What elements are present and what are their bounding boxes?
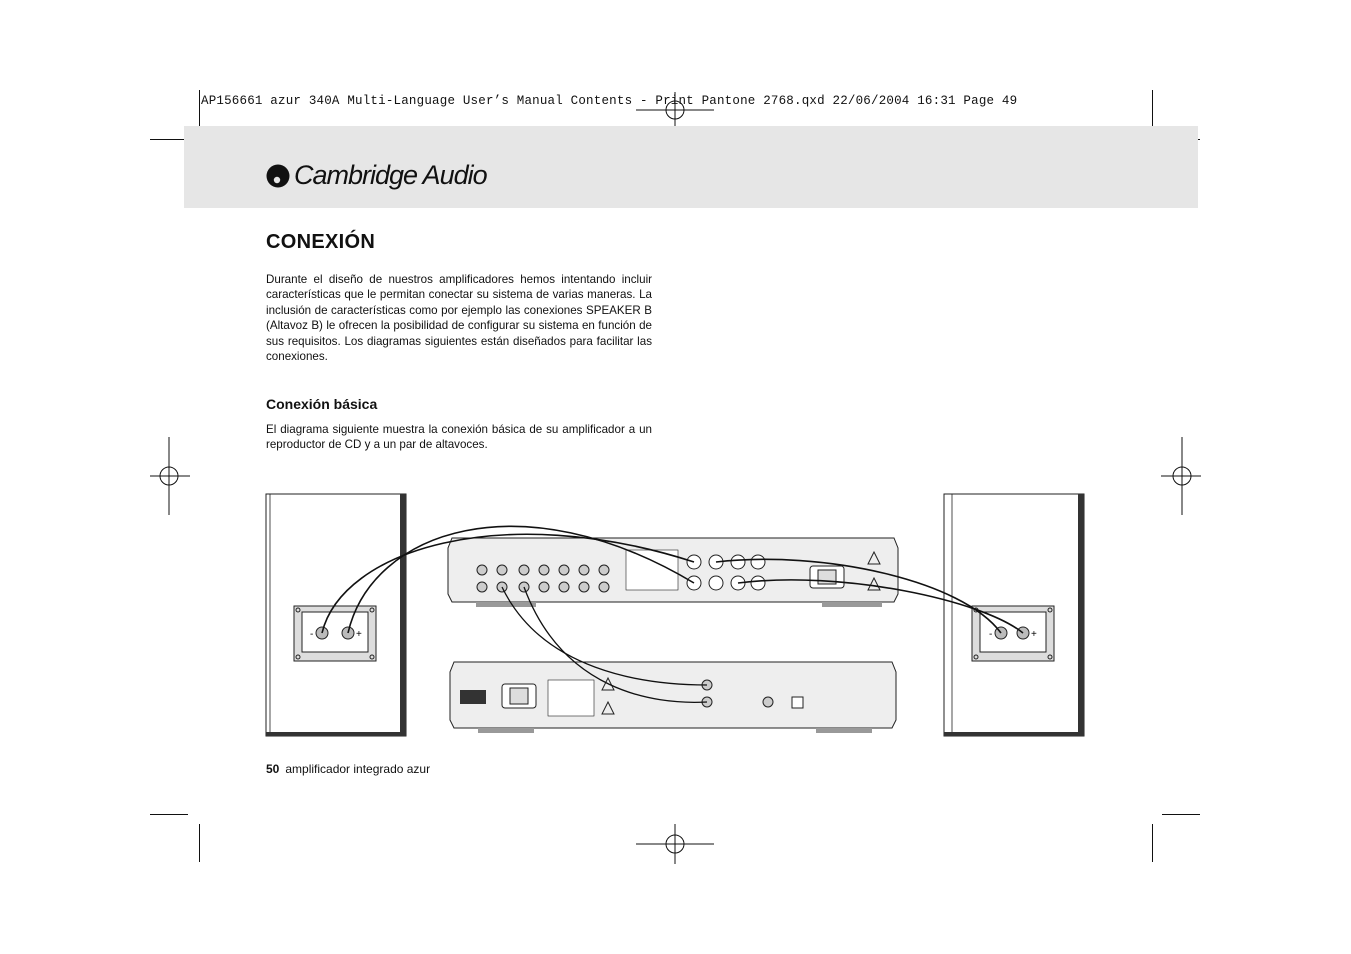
amplifier-rear-panel <box>448 538 898 607</box>
brand-logo-icon <box>266 164 290 188</box>
registration-mark-left <box>150 437 190 515</box>
brand-logo <box>266 160 487 191</box>
left-speaker <box>266 494 406 736</box>
crop-mark <box>1152 824 1153 862</box>
footer-label: amplificador integrado azur <box>285 762 431 776</box>
page-number: 50 <box>266 762 280 776</box>
intro-paragraph: Durante el diseño de nuestros amplificadores hemos intentando incluir características que le permitan conectar su sistema de varias maneras. La inclusión de características como por ejemplo las conexiones SPEAKER B (Altavoz B) le ofrecen la posibilidad de configurar su sistema en función de sus requisitos. Los diagramas siguientes están diseñados para facilitar las conexiones. <box>266 273 652 364</box>
crop-mark <box>1162 814 1200 815</box>
basic-connection-paragraph: El diagrama siguiente muestra la conexión básica de su amplificador a un reproductor de CD y a un par de altavoces. <box>266 423 652 452</box>
page-footer <box>266 762 430 776</box>
crop-mark <box>199 90 200 130</box>
crop-mark <box>150 814 188 815</box>
brand-logo-text: Cambridge Audio <box>294 160 487 190</box>
page-title: CONEXIÓN <box>266 231 376 253</box>
crop-mark <box>150 139 188 140</box>
cd-player-rear-panel <box>450 662 896 733</box>
registration-mark-right <box>1161 437 1201 515</box>
print-slug-line: AP156661 azur 340A Multi-Language User’s Manual Contents - Print Pantone 2768.qxd 22/06/2004 16:31 Page 49 <box>201 94 1018 108</box>
svg-text:-: - <box>310 629 314 640</box>
registration-mark-bottom <box>636 824 714 864</box>
svg-text:+: + <box>356 629 362 640</box>
right-speaker <box>944 494 1084 736</box>
connection-diagram <box>262 490 1088 740</box>
crop-mark <box>1152 90 1153 130</box>
svg-text:-: - <box>989 629 993 640</box>
crop-mark <box>199 824 200 862</box>
section-subtitle: Conexión básica <box>266 396 378 412</box>
svg-text:+: + <box>1031 629 1037 640</box>
